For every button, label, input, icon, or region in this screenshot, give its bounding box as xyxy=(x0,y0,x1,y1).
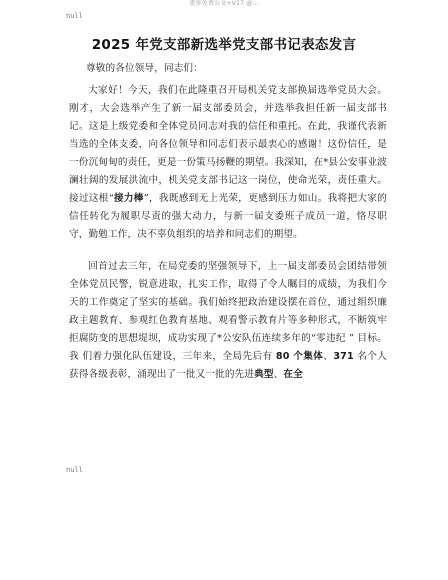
paragraph-2-text-a: 回首过去三年，在局党委的坚强领导下，上一届支部委员会团结带领全体党员民警，锐意进取，扎实工作，取得了令人瞩目的成绩，为我们今天的工作奠定了坚实的基础。我们始终把政治建设摆在首位，通过组织廉政主题教育、参观红色教育基地、观看警示教育片等多种形式，不断筑牢拒腐防变的思想堤坝，成功实现了*公安队伍连续多年的“零违纪 ” 目标。我 们着力强化队伍建设，三年来，全局先后有 xyxy=(69,261,387,362)
paragraph-2-bold-3: 典型 xyxy=(254,369,274,380)
null-marker-top: null xyxy=(66,12,83,20)
document-title: 2025 年党支部新选举党支部书记表态发言 xyxy=(91,37,357,53)
paragraph-1 xyxy=(69,82,387,244)
paragraph-1-bold: 接力棒 xyxy=(113,193,144,204)
paragraph-2-text-b: 、 xyxy=(323,351,334,362)
paragraph-2-text-c: 名个人获得各级表彰，涌现出了一批又一批的先进 xyxy=(69,351,387,380)
paragraph-2-bold-2: 371 xyxy=(333,351,354,362)
salutation: 尊敬的各位领导，同志们： xyxy=(86,63,203,74)
paragraph-1-text-b: ”，我既感到无上光荣，更感到压力如山。我将把大家的信任转化为履职尽责的强大动力，与新一届支委班子成员一道，恪尽职守，勤勉工作，决不辜负组织的培养和同志们的期望。 xyxy=(69,193,388,240)
paragraph-2-text-d: 、 xyxy=(273,369,284,380)
paragraph-2-bold-4: 在全 xyxy=(283,369,303,380)
paragraph-2 xyxy=(69,258,387,384)
paragraph-1-text-a: 大家好！今天，我们在此隆重召开局机关党支部换届选举党员大会。刚才，大会选举产生了新一届支部委员会，并选举我担任新一届支部书记。这是上级党委和全体党员同志对我的信任和重托。在此，我谨代表新当选的全体支委，向各位领导和同志们表示最衷心的感谢！这份信任，是一份沉甸甸的责任，更是一份策马扬鞭的期望。我深知，在*县公安事业波澜壮阔的发展洪流中，机关党支部书记这一岗位，使命光荣，责任重大。接过这根“ xyxy=(69,85,387,204)
document-body xyxy=(69,60,387,384)
paragraph-2-bold-1: 80 个集体 xyxy=(275,351,324,362)
header-watermark: 更多免费公文+V17 @… xyxy=(189,0,259,7)
null-marker-bottom: null xyxy=(66,466,83,474)
